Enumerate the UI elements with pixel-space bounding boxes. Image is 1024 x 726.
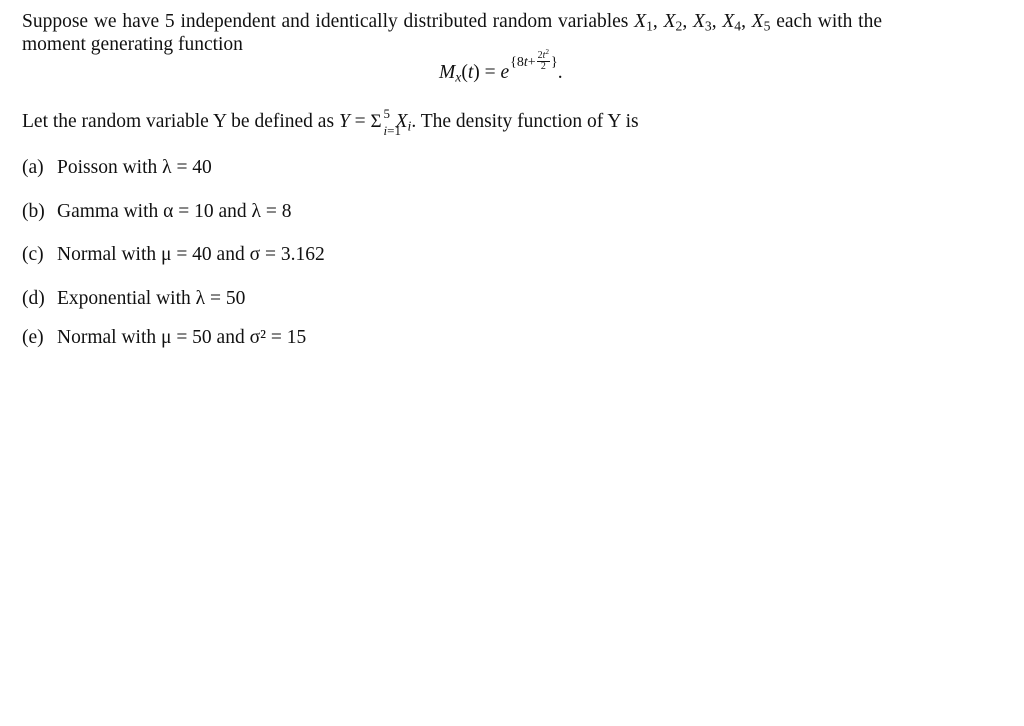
definition-tail: . The density function of Y is xyxy=(411,111,639,132)
intro-tail: each with the moment generating function xyxy=(22,11,882,55)
option-letter: (c) xyxy=(22,244,44,265)
option-text: Gamma with α = 10 and λ = 8 xyxy=(57,201,292,222)
option-a[interactable] xyxy=(22,156,212,180)
option-c[interactable] xyxy=(22,243,325,267)
option-text: Normal with μ = 40 and σ = 3.162 xyxy=(57,244,325,265)
mgf-lhs: $M_x(t) = e$ xyxy=(439,62,510,85)
intro-variables: $X_1$, $X_2$, $X_3$, $X_4$, $X_5$ xyxy=(634,11,771,34)
question-intro xyxy=(22,10,882,56)
option-letter: (b) xyxy=(22,201,45,222)
summation-symbol: Σ 5 i=1 xyxy=(370,106,402,138)
option-e[interactable] xyxy=(22,326,306,350)
option-letter: (d) xyxy=(22,288,45,309)
option-text: Poisson with λ = 40 xyxy=(57,157,212,178)
option-b[interactable] xyxy=(22,200,291,224)
option-letter: (e) xyxy=(22,327,44,348)
mgf-fraction: $\frac{2t^2}{2}$ xyxy=(537,48,549,73)
option-d[interactable] xyxy=(22,287,245,311)
definition-line xyxy=(22,106,639,138)
definition-lead: Let the random variable Y be defined as xyxy=(22,111,335,132)
definition-formula: Y = Σ 5 i=1 $X_i$ xyxy=(338,106,412,138)
option-letter: (a) xyxy=(22,157,44,178)
intro-text: Suppose we have 5 independent and identically distributed random variables xyxy=(22,11,629,32)
option-text: Normal with μ = 50 and σ² = 15 xyxy=(57,327,307,348)
option-text: Exponential with λ = 50 xyxy=(57,288,246,309)
mgf-equation: $M_x(t) = e^{\{8t+ \frac{2t^2}{2} \}}$. xyxy=(439,48,563,85)
mgf-exponent: {8t+ 2t2 2 } xyxy=(510,48,558,73)
